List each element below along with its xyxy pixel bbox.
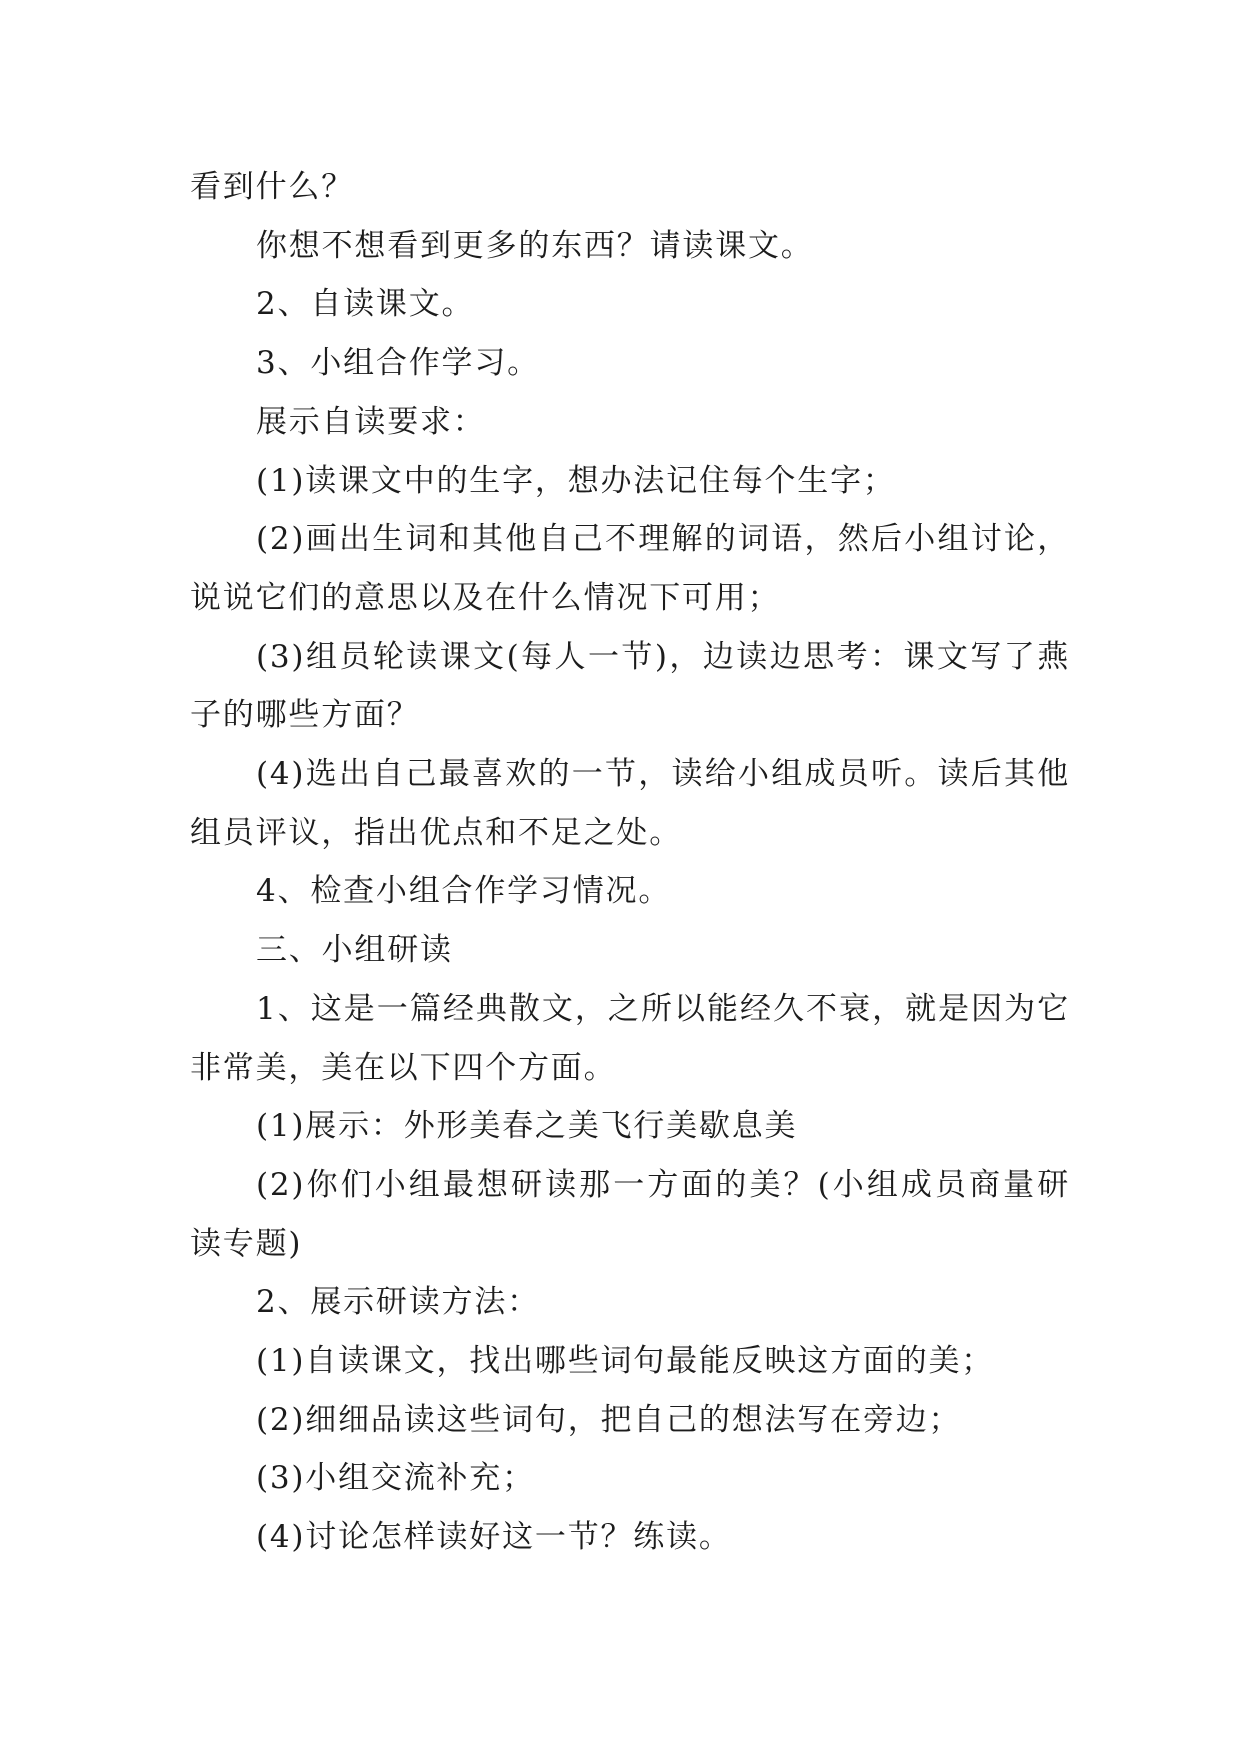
paragraph: (3)组员轮读课文(每人一节)，边读边思考：课文写了燕子的哪些方面？ bbox=[190, 638, 1070, 734]
paragraph: (2)你们小组最想研读那一方面的美？(小组成员商量研读专题) bbox=[190, 1166, 1070, 1262]
paragraph: (3)小组交流补充； bbox=[256, 1460, 535, 1497]
paragraph: (2)画出生词和其他自己不理解的词语，然后小组讨论，说说它们的意思以及在什么情况下可用； bbox=[190, 521, 1070, 616]
paragraph: (2)细细品读这些词句，把自己的想法写在旁边； bbox=[256, 1401, 962, 1438]
paragraph: (4)讨论怎样读好这一节？练读。 bbox=[256, 1519, 732, 1556]
paragraph: 看到什么？ bbox=[190, 169, 354, 205]
paragraph: (1)展示：外形美春之美飞行美歇息美 bbox=[256, 1108, 798, 1145]
paragraph: 2、自读课文。 bbox=[256, 286, 475, 323]
paragraph: 展示自读要求： bbox=[256, 403, 486, 440]
paragraph: 2、展示研读方法： bbox=[256, 1284, 540, 1321]
paragraph: 3、小组合作学习。 bbox=[256, 345, 540, 382]
section-heading: 三、小组研读 bbox=[256, 932, 453, 969]
paragraph: (1)自读课文，找出哪些词句最能反映这方面的美； bbox=[256, 1343, 995, 1380]
paragraph: 1、这是一篇经典散文，之所以能经久不衰，就是因为它非常美，美在以下四个方面。 bbox=[190, 990, 1070, 1086]
paragraph: (1)读课文中的生字，想办法记住每个生字； bbox=[256, 462, 896, 499]
document-body bbox=[190, 158, 1070, 1567]
paragraph: (4)选出自己最喜欢的一节，读给小组成员听。读后其他组员评议，指出优点和不足之处。 bbox=[190, 756, 1070, 851]
paragraph: 4、检查小组合作学习情况。 bbox=[256, 873, 672, 910]
paragraph: 你想不想看到更多的东西？请读课文。 bbox=[256, 227, 814, 264]
